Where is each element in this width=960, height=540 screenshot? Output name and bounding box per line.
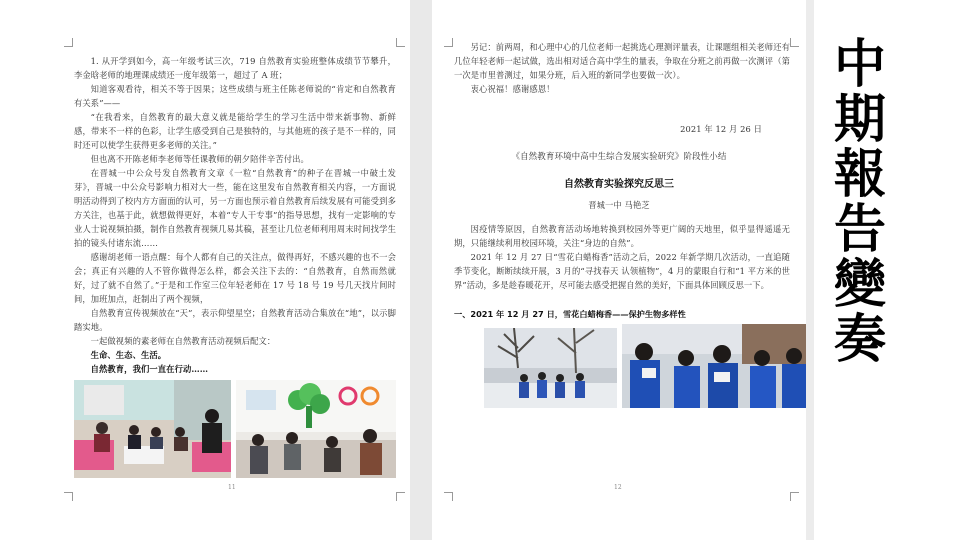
document-page-12 [432,0,806,540]
section-heading: 一、2021 年 12 月 27 日，雪花白蜡梅香——保护生物多样性 [454,309,686,319]
side-title-char: 奏 [833,310,886,370]
paragraph: 因疫情等原因，自然教育活动场地转换到校园外等更广阔的天地里，似乎显得遥遥无期，只能继续利用校园环境，关注“身边的自然”。 [454,224,790,248]
report-subtitle: 《自然教育环境中高中生综合发展实验研究》阶段性小结 [511,152,727,162]
page-body [74,54,396,376]
paragraph: 但也离不开陈老师李老师等任课教师的朝夕陪伴辛苦付出。 [90,154,309,164]
crop-mark [396,492,405,501]
report-title: 自然教育实验探究反思三 [564,179,674,190]
crop-mark [790,492,799,501]
quote-paragraph: “在我看来，自然教育的最大意义就是能给学生的学习生活中带来新事物、新鲜感，带来不一样的色彩，让学生感受到自己是独特的，与其他班的孩子是不一样的，同时还可以使学生获得更多老师的关注。” [74,112,396,150]
paragraph: 知道客观看待，相关不等于因果；这些成绩与班主任陈老师说的“肯定和自然教育有关系”—— [74,84,396,108]
page-body-top [454,40,790,96]
snow-activity-photo-2 [622,324,806,408]
paragraph: 1. 从开学到如今，高一年级考试三次，719 自然教育实验班整体成绩节节攀升，李金晗老师的地理课成绩还一度年级第一，超过了 A 班； [74,56,396,80]
paragraph: 2021 年 12 月 27 日“雪花白蜡梅香”活动之后，2022 年新学期几次活动，一直追随季节变化，断断续续开展，3 月的“寻找春天 认领植物”，4 月的蒙眼自行和“1 平方米的世界”活动，多是趁春暖花开，尽可能去感受把握自然的美好，下面具体回顾反思一下。 [454,252,790,290]
paragraph: 另记：前两周，和心理中心的几位老师一起挑选心理测评量表，让课题组相关老师还有几位年轻老师一起试做，选出相对适合高中学生的量表，争取在分班之前再做一次测评（第一次是市里普测过，如果分班，后入班的新同学也要做一次）。 [454,42,790,80]
page-number: 12 [614,484,622,491]
paragraph: 衷心祝福！感谢感恩！ [470,84,555,94]
side-title-char: 中 [833,35,886,95]
page-body-main [454,222,790,292]
document-page-11 [60,0,410,540]
side-title-char: 期 [833,90,886,150]
side-title-char: 報 [833,145,886,205]
page-gutter-right [806,0,814,540]
side-title-char: 告 [833,200,886,260]
crop-mark [444,492,453,501]
paragraph: 在晋城一中公众号发自然教育文章《一粒“自然教育”的种子在晋城一中破土发芽》，晋城一中公众号影响力相对大一些，能在这里发布自然教育相关内容，一方面说明活动得到了校内方方面面的认可，另一方面也预示着自然教育后续发展有可能受到多方关注，也基于此，就想做得更好，本着“专人干专事”的指导思想，找有一定影响的专业人士说视频拍摄，制作自然教育视频几易其稿，甚至让几位老师利用周末时间找学生拍的镜头付诸东流…… [74,168,396,248]
crop-mark [790,38,799,47]
page-gutter [410,0,432,540]
paragraph: 感谢胡老师一语点醒：每个人都有自己的关注点，做得再好，不感兴趣的也不一会会；真正有兴趣的人不管你做得怎么样，都会关注下去的：“自然教育，自然而然就好，过了就不自然了。”于是和工作室三位年轻老师在 17 号 18 号 19 号几天找片间时间，加班加点，赶制出了两个视频， [74,252,396,304]
snow-activity-photo-1 [484,328,617,408]
paragraph: 一起做视频的素老师在自然教育活动视频后配文： [90,336,276,346]
classroom-photo-1 [74,380,231,478]
crop-mark [444,38,453,47]
crop-mark [64,492,73,501]
side-title [826,35,894,370]
paragraph: 自然教育宣传视频放在“天”，表示仰望星空；自然教育活动合集放在“地”，以示脚踏实地。 [74,308,396,332]
crop-mark [396,38,405,47]
page-number: 11 [228,484,236,491]
bold-line: 自然教育，我们一直在行动…… [90,364,209,374]
crop-mark [64,38,73,47]
date-line: 2021 年 12 月 26 日 [680,124,762,134]
classroom-photo-2 [236,380,396,478]
bold-line: 生命、生态、生活。 [90,350,167,360]
side-title-char: 變 [833,255,886,315]
author-line: 晋城一中 马艳芝 [588,200,650,210]
